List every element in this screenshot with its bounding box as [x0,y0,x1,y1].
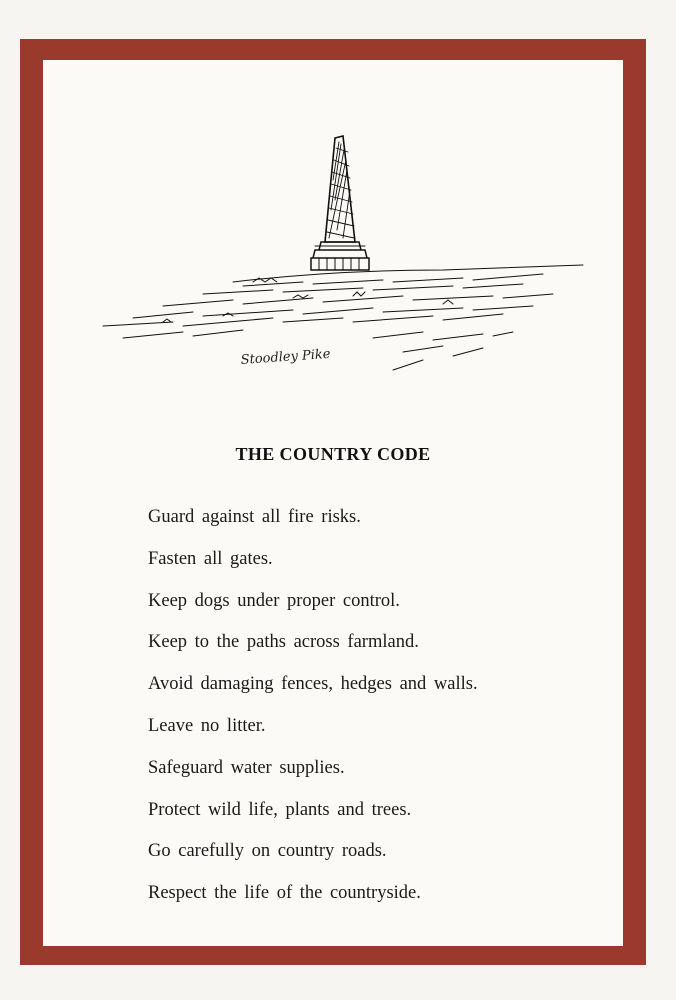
rule-item: Keep dogs under proper control. [148,590,400,611]
sketch-signature: Stoodley Pike [240,346,331,368]
rule-item: Guard against all fire risks. [148,507,361,527]
rule-item: Leave no litter. [148,715,266,736]
red-border-frame [20,39,646,965]
rule-item: Keep to the paths across farmland. [148,632,419,653]
rule-item: Protect wild life, plants and trees. [148,799,412,820]
page-title: THE COUNTRY CODE [235,444,431,464]
rule-item: Respect the life of the countryside. [148,883,421,904]
rule-item: Safeguard water supplies. [148,757,345,778]
monument-sketch-illustration [43,60,623,400]
country-code-list [148,506,478,924]
obelisk-hatching [327,142,354,238]
moorland-sketch-lines [103,265,583,370]
rule-item: Avoid damaging fences, hedges and walls. [148,674,478,695]
rule-item: Fasten all gates. [148,548,273,569]
rule-item: Go carefully on country roads. [148,841,387,862]
inner-panel [43,60,623,946]
